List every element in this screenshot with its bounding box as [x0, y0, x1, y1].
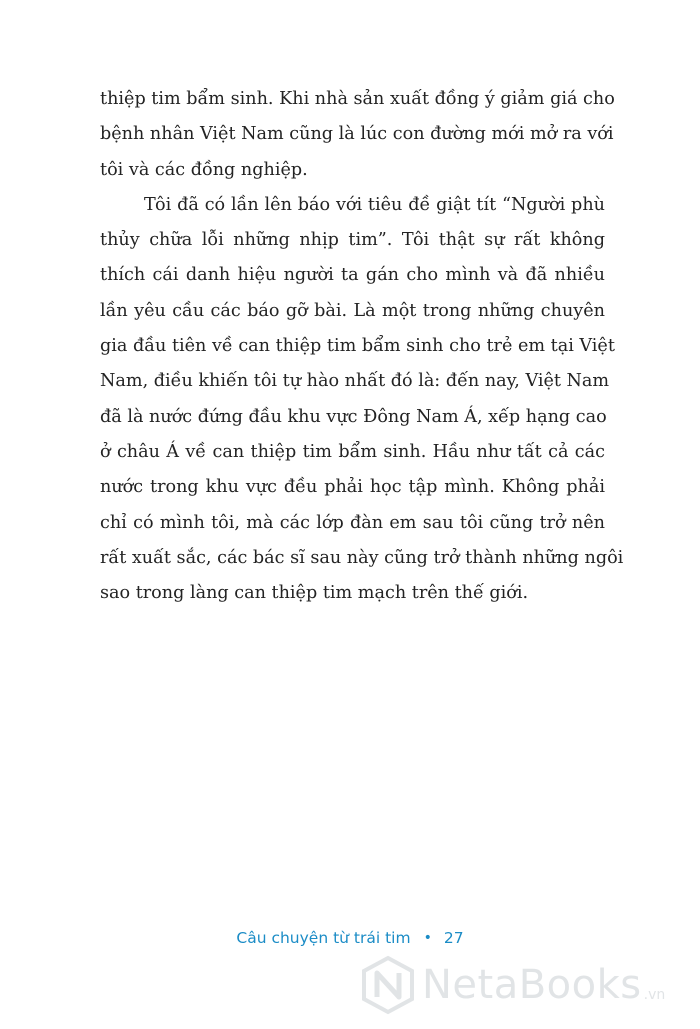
netabooks-logo-icon [360, 955, 416, 1015]
text-line: Nam, điều khiến tôi tự hào nhất đó là: đến nay, Việt Nam [100, 371, 610, 392]
text-line: chỉ có mình tôi, mà các lớp đàn em sau tôi cũng trở nên [100, 512, 605, 533]
text-line: Tôi đã có lần lên báo với tiêu đề giật tít “Người phù [144, 194, 605, 215]
watermark-brand: NetaBooks [422, 962, 642, 1008]
text-line: sao trong làng can thiệp tim mạch trên thế giới. [100, 583, 529, 604]
text-line: bệnh nhân Việt Nam cũng là lúc con đường mới mở ra với [100, 124, 614, 145]
watermark [360, 953, 665, 1017]
text-line: lần yêu cầu các báo gỡ bài. Là một trong những chuyên [100, 300, 605, 321]
watermark-suffix: .vn [643, 987, 666, 1003]
text-line: đã là nước đứng đầu khu vực Đông Nam Á, xếp hạng cao [100, 406, 607, 427]
page-number: 27 [443, 929, 464, 947]
body-text [100, 82, 624, 611]
text-line: nước trong khu vực đều phải học tập mình. Không phải [100, 477, 605, 498]
text-line: ở châu Á về can thiệp tim bẩm sinh. Hầu như tất cả các [100, 441, 605, 462]
text-line: thiệp tim bẩm sinh. Khi nhà sản xuất đồng ý giảm giá cho [100, 89, 615, 109]
bullet-separator: • [423, 930, 432, 946]
text-line: rất xuất sắc, các bác sĩ sau này cũng trở thành những ngôi [100, 547, 624, 568]
text-line: thích cái danh hiệu người ta gán cho mình và đã nhiều [100, 265, 605, 286]
text-line: gia đầu tiên về can thiệp tim bẩm sinh cho trẻ em tại Việt [100, 336, 615, 357]
text-line: tôi và các đồng nghiệp. [100, 159, 308, 180]
page-footer [0, 929, 700, 947]
running-title: Câu chuyện từ trái tim [236, 929, 411, 947]
text-line: thủy chữa lỗi những nhịp tim”. Tôi thật sự rất không [100, 230, 605, 251]
